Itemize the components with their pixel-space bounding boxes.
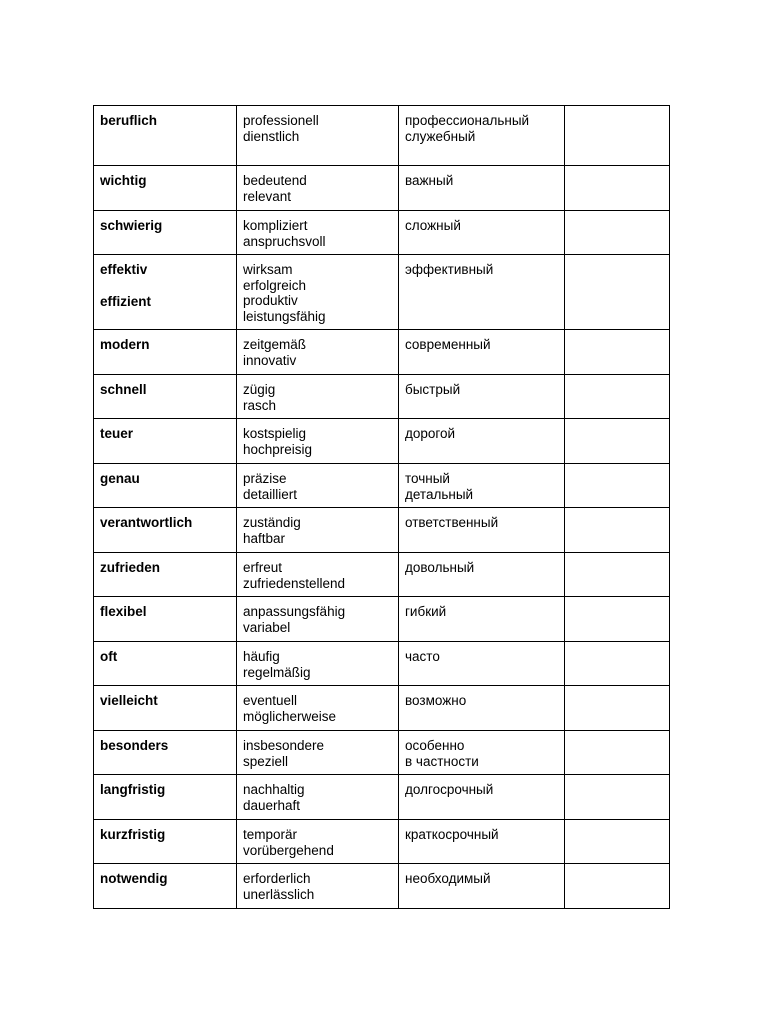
synonym-text: erfolgreich <box>243 277 307 293</box>
table-row <box>94 375 670 419</box>
synonym-text: häufig <box>243 649 280 664</box>
synonyms-cell <box>237 642 399 686</box>
translation-cell <box>399 642 565 686</box>
synonym-text: anpassungsfähig <box>243 604 346 619</box>
synonym-text: vorübergehend <box>243 842 334 858</box>
synonym-text: kompliziert <box>243 218 308 233</box>
synonym-text: kostspielig <box>243 426 307 441</box>
term-cell <box>94 330 237 375</box>
note-cell <box>565 820 670 864</box>
synonym-text: erforderlich <box>243 871 311 886</box>
note-cell <box>565 375 670 419</box>
term-cell <box>94 166 237 211</box>
synonym-text: zuständig <box>243 515 301 530</box>
translation-text: особенно <box>405 738 465 753</box>
note-cell <box>565 508 670 553</box>
note-cell <box>565 686 670 731</box>
translation-cell <box>399 597 565 642</box>
term-text: besonders <box>100 738 169 753</box>
term-cell <box>94 255 237 330</box>
translation-cell <box>399 419 565 464</box>
synonym-text: detailliert <box>243 486 298 502</box>
synonyms-cell <box>237 166 399 211</box>
term-cell <box>94 211 237 255</box>
synonym-text: innovativ <box>243 352 297 368</box>
term-cell <box>94 864 237 909</box>
note-cell <box>565 553 670 597</box>
synonyms-cell <box>237 731 399 775</box>
term-cell <box>94 464 237 508</box>
synonyms-cell <box>237 255 399 330</box>
synonym-text: rasch <box>243 397 277 413</box>
table-row <box>94 553 670 597</box>
translation-cell <box>399 731 565 775</box>
synonym-text: eventuell <box>243 693 298 708</box>
term-text: effizient <box>100 293 152 309</box>
term-text: flexibel <box>100 604 147 619</box>
synonyms-cell <box>237 106 399 166</box>
term-cell <box>94 597 237 642</box>
synonym-text: wirksam <box>243 262 293 277</box>
synonyms-cell <box>237 464 399 508</box>
translation-cell <box>399 106 565 166</box>
translation-cell <box>399 166 565 211</box>
table-row <box>94 686 670 731</box>
term-text: wichtig <box>100 173 147 188</box>
synonym-text: professionell <box>243 113 319 128</box>
synonyms-cell <box>237 419 399 464</box>
note-cell <box>565 166 670 211</box>
synonym-text: insbesondere <box>243 738 325 753</box>
term-text: vielleicht <box>100 693 158 708</box>
term-cell <box>94 375 237 419</box>
term-text: schnell <box>100 382 147 397</box>
translation-text: ответственный <box>405 515 499 530</box>
translation-text: современный <box>405 337 491 352</box>
translation-cell <box>399 508 565 553</box>
synonym-text: unerlässlich <box>243 886 315 902</box>
term-text: genau <box>100 471 140 486</box>
vocabulary-table <box>93 105 670 909</box>
term-text: verantwortlich <box>100 515 193 530</box>
translation-text: дорогой <box>405 426 456 441</box>
table-row <box>94 508 670 553</box>
synonyms-cell <box>237 686 399 731</box>
note-cell <box>565 255 670 330</box>
note-cell <box>565 106 670 166</box>
translation-text: гибкий <box>405 604 447 619</box>
synonym-text: leistungsfähig <box>243 308 326 324</box>
translation-text: сложный <box>405 218 461 233</box>
note-cell <box>565 731 670 775</box>
table-row <box>94 731 670 775</box>
synonym-text: dienstlich <box>243 128 300 144</box>
term-text: oft <box>100 649 118 664</box>
synonym-text: erfreut <box>243 560 283 575</box>
note-cell <box>565 464 670 508</box>
term-cell <box>94 686 237 731</box>
term-text: notwendig <box>100 871 168 886</box>
table-row <box>94 330 670 375</box>
note-cell <box>565 775 670 820</box>
translation-cell <box>399 820 565 864</box>
synonyms-cell <box>237 820 399 864</box>
translation-cell <box>399 553 565 597</box>
vocabulary-table-body <box>94 106 670 909</box>
synonyms-cell <box>237 375 399 419</box>
translation-text: долгосрочный <box>405 782 494 797</box>
term-text: schwierig <box>100 218 163 233</box>
translation-cell <box>399 255 565 330</box>
term-cell <box>94 820 237 864</box>
synonyms-cell <box>237 508 399 553</box>
table-row <box>94 864 670 909</box>
synonyms-cell <box>237 597 399 642</box>
translation-cell <box>399 464 565 508</box>
translation-text: детальный <box>405 486 474 502</box>
translation-cell <box>399 375 565 419</box>
translation-text: довольный <box>405 560 475 575</box>
translation-text: эффективный <box>405 262 494 277</box>
synonym-text: relevant <box>243 188 292 204</box>
table-row <box>94 642 670 686</box>
synonym-text: variabel <box>243 619 291 635</box>
table-row <box>94 820 670 864</box>
translation-text: часто <box>405 649 440 664</box>
table-row <box>94 464 670 508</box>
note-cell <box>565 419 670 464</box>
note-cell <box>565 211 670 255</box>
term-text: kurzfristig <box>100 827 166 842</box>
term-text: teuer <box>100 426 134 441</box>
table-row <box>94 597 670 642</box>
translation-text: служебный <box>405 128 476 144</box>
synonym-text: produktiv <box>243 293 298 308</box>
translation-cell <box>399 330 565 375</box>
synonyms-cell <box>237 330 399 375</box>
synonym-text: nachhaltig <box>243 782 305 797</box>
synonym-text: zeitgemäß <box>243 337 307 352</box>
synonym-text: anspruchsvoll <box>243 233 326 249</box>
synonym-text: speziell <box>243 753 289 769</box>
term-cell <box>94 553 237 597</box>
note-cell <box>565 330 670 375</box>
translation-text: в частности <box>405 753 479 769</box>
term-text: zufrieden <box>100 560 161 575</box>
term-cell <box>94 508 237 553</box>
synonyms-cell <box>237 775 399 820</box>
synonym-text: dauerhaft <box>243 797 301 813</box>
term-cell <box>94 731 237 775</box>
table-row <box>94 106 670 166</box>
synonym-text: möglicherweise <box>243 708 337 724</box>
table-row <box>94 419 670 464</box>
table-row <box>94 166 670 211</box>
term-cell <box>94 419 237 464</box>
term-text: modern <box>100 337 150 352</box>
synonym-text: haftbar <box>243 530 286 546</box>
translation-cell <box>399 686 565 731</box>
synonym-text: zufriedenstellend <box>243 575 346 591</box>
synonym-text: hochpreisig <box>243 441 313 457</box>
synonym-text: temporär <box>243 827 298 842</box>
note-cell <box>565 642 670 686</box>
translation-text: краткосрочный <box>405 827 499 842</box>
synonyms-cell <box>237 553 399 597</box>
translation-text: возможно <box>405 693 467 708</box>
synonym-text: regelmäßig <box>243 664 311 680</box>
term-text: effektiv <box>100 262 148 277</box>
translation-text: профессиональный <box>405 113 530 128</box>
translation-text: важный <box>405 173 454 188</box>
term-cell <box>94 642 237 686</box>
table-row <box>94 211 670 255</box>
translation-text: точный <box>405 471 450 486</box>
translation-cell <box>399 775 565 820</box>
synonyms-cell <box>237 211 399 255</box>
synonym-text: präzise <box>243 471 287 486</box>
synonym-text: bedeutend <box>243 173 307 188</box>
table-row <box>94 255 670 330</box>
translation-cell <box>399 864 565 909</box>
table-row <box>94 775 670 820</box>
synonym-text: zügig <box>243 382 276 397</box>
note-cell <box>565 597 670 642</box>
synonyms-cell <box>237 864 399 909</box>
term-text: langfristig <box>100 782 166 797</box>
note-cell <box>565 864 670 909</box>
term-cell <box>94 106 237 166</box>
translation-cell <box>399 211 565 255</box>
term-cell <box>94 775 237 820</box>
term-text: beruflich <box>100 113 158 128</box>
translation-text: необходимый <box>405 871 491 886</box>
translation-text: быстрый <box>405 382 461 397</box>
